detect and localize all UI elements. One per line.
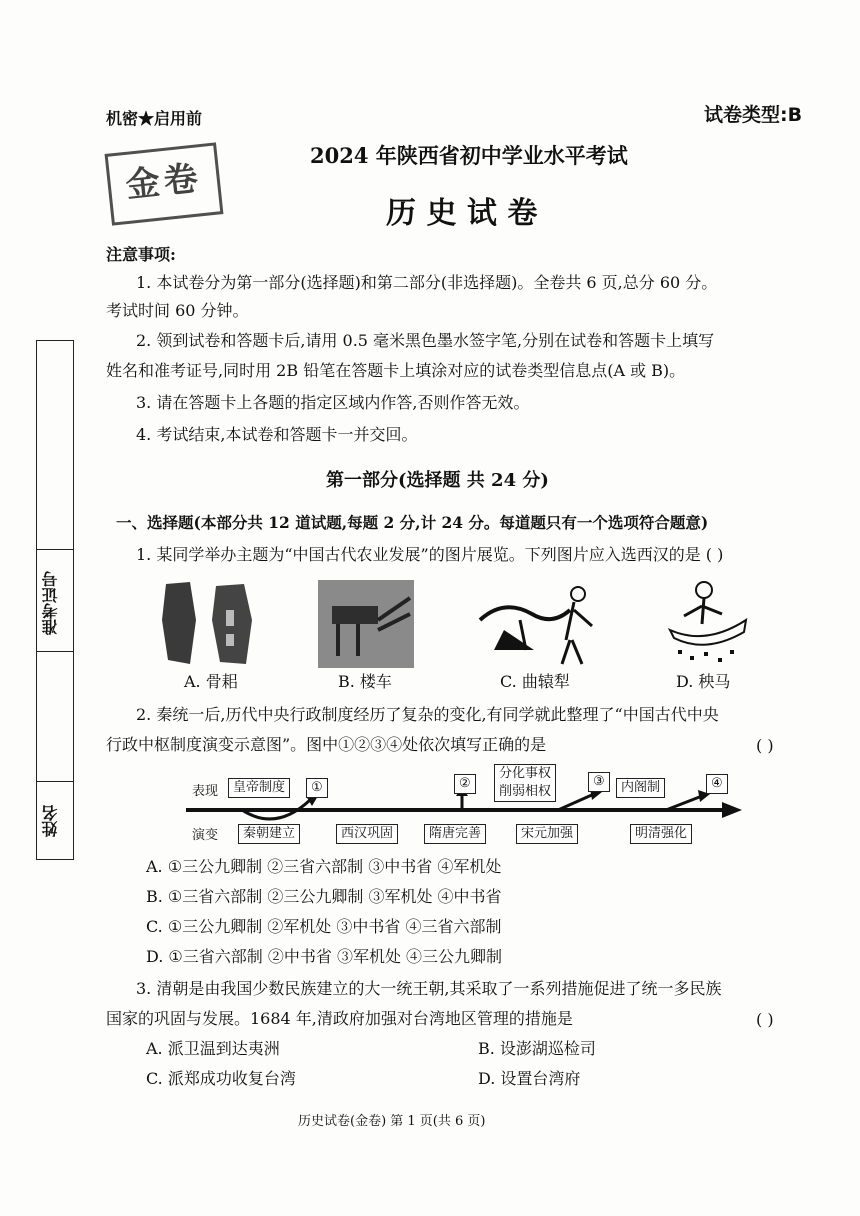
q2-answer-paren: ( ) [756, 736, 774, 755]
diagram-blank-4: ④ [706, 774, 728, 794]
q3-answer-paren: ( ) [756, 1010, 774, 1029]
diagram-emperor-system: 皇帝制度 [228, 778, 290, 798]
diagram-stage-ming-qing: 明清强化 [630, 824, 692, 844]
diagram-power-line-2: 削弱相权 [499, 784, 552, 799]
seed-drill-image [318, 580, 414, 668]
q3-option-a: A. 派卫温到达夷洲 [146, 1039, 280, 1058]
diagram-blank-2: ② [454, 774, 476, 794]
diagram-row-label-performance: 表现 [192, 784, 219, 799]
q3-option-d: D. 设置台湾府 [478, 1069, 581, 1088]
q2-option-b: B. ①三省六部制 ②三公九卿制 ③军机处 ④中书省 [146, 887, 502, 906]
confidential-label: 机密★启用前 [106, 109, 203, 128]
name-label: 姓名 [41, 805, 60, 837]
q2-stem-line-1: 2. 秦统一后,历代中央行政制度经历了复杂的变化,有同学就此整理了“中国古代中央 [136, 705, 719, 724]
paper-type-label: 试卷类型:B [704, 104, 803, 126]
subject-title: 历 史 试 卷 [386, 196, 538, 231]
q1-caption-b: B. 楼车 [338, 672, 392, 691]
note-1-line-2: 考试时间 60 分钟。 [106, 301, 249, 320]
q2-stem-line-2: 行政中枢制度演变示意图”。图中①②③④处依次填写正确的是 [106, 735, 547, 754]
q3-stem-line-2: 国家的巩固与发展。1684 年,清政府加强对台湾地区管理的措施是 [106, 1009, 573, 1028]
page-footer: 历史试卷(金卷) 第 1 页(共 6 页) [298, 1114, 486, 1129]
diagram-stage-song-yuan: 宋元加强 [516, 824, 578, 844]
q1-caption-a: A. 骨耜 [184, 672, 238, 691]
diagram-stage-qin: 秦朝建立 [238, 824, 300, 844]
q3-option-c: C. 派郑成功收复台湾 [146, 1069, 296, 1088]
binding-margin-box [36, 340, 74, 860]
note-1-line-1: 1. 本试卷分为第一部分(选择题)和第二部分(非选择题)。全卷共 6 页,总分 60 分。 [136, 273, 718, 292]
q1-caption-d: D. 秧马 [676, 672, 731, 691]
note-2-line-2: 姓名和准考证号,同时用 2B 铅笔在答题卡上填涂对应的试卷类型信息点(A 或 B)。 [106, 361, 686, 380]
q2-option-a: A. ①三公九卿制 ②三省六部制 ③中书省 ④军机处 [146, 857, 502, 876]
note-2-line-1: 2. 领到试卷和答题卡后,请用 0.5 毫米黑色墨水签字笔,分别在试卷和答题卡上填写 [136, 331, 715, 350]
part1-title: 第一部分(选择题 共 24 分) [326, 470, 549, 491]
notes-heading: 注意事项: [106, 245, 176, 264]
curved-plow-image [474, 580, 604, 668]
note-3: 3. 请在答题卡上各题的指定区域内作答,否则作答无效。 [136, 393, 530, 412]
diagram-stage-sui-tang: 隋唐完善 [424, 824, 486, 844]
rice-seedling-horse-image [666, 580, 752, 668]
q1-stem: 1. 某同学举办主题为“中国古代农业发展”的图片展览。下列图片应入选西汉的是 ( ) [136, 545, 724, 564]
exam-name: 2024 年陕西省初中学业水平考试 [310, 143, 628, 168]
diagram-stage-western-han: 西汉巩固 [336, 824, 398, 844]
diagram-power-line-1: 分化事权 [499, 766, 552, 781]
diagram-power-box [494, 764, 556, 802]
q3-option-b: B. 设澎湖巡检司 [478, 1039, 596, 1058]
diagram-blank-1: ① [306, 778, 328, 798]
q3-stem-line-1: 3. 清朝是由我国少数民族建立的大一统王朝,其采取了一系列措施促进了统一多民族 [136, 979, 722, 998]
q2-option-c: C. ①三公九卿制 ②军机处 ③中书省 ④三省六部制 [146, 917, 502, 936]
q2-option-d: D. ①三省六部制 ②中书省 ③军机处 ④三公九卿制 [146, 947, 503, 966]
diagram-cabinet-system: 内阁制 [616, 778, 665, 798]
diagram-row-label-evolution: 演变 [192, 828, 219, 843]
part1-instruction: 一、选择题(本部分共 12 道试题,每题 2 分,计 24 分。每道题只有一个选项符合题意) [116, 513, 709, 532]
q1-caption-c: C. 曲辕犁 [500, 672, 570, 691]
diagram-blank-3: ③ [588, 772, 610, 792]
gold-paper-stamp: 金卷 [105, 142, 224, 225]
exam-id-label: 准考证号 [41, 571, 60, 635]
bone-spade-image [160, 580, 270, 668]
note-4: 4. 考试结束,本试卷和答题卡一并交回。 [136, 425, 418, 444]
